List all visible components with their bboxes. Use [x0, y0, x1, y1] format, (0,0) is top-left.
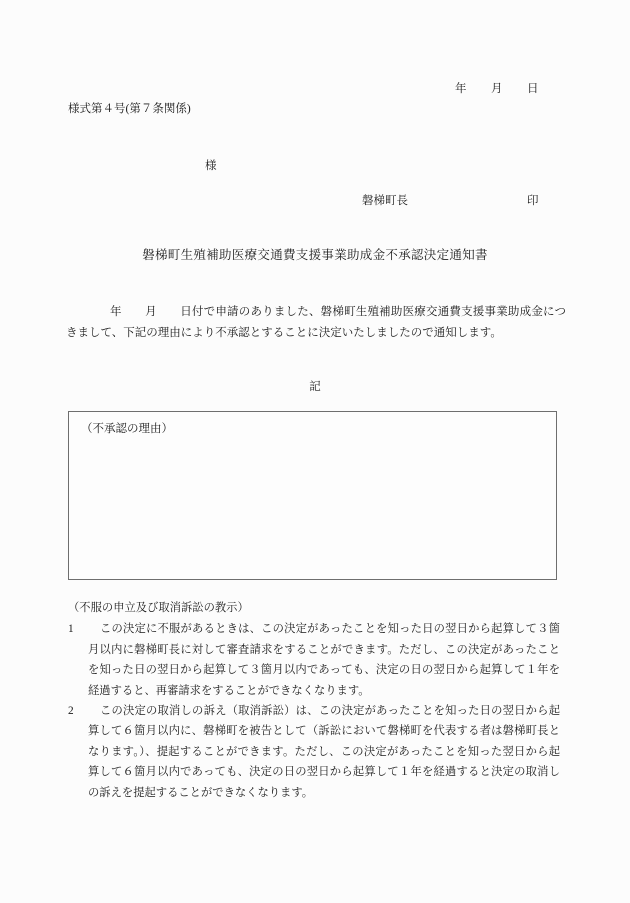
form-number: 様式第４号(第７条関係) [68, 103, 191, 115]
appeal-instructions-section [68, 598, 560, 803]
ki-marker: 記 [309, 381, 321, 393]
reason-input-box[interactable] [68, 411, 557, 580]
reason-box-label: （不承認の理由） [81, 423, 173, 435]
appeal-section-heading: （不服の申立及び取消訴訟の教示） [68, 602, 249, 614]
appeal-item-text: この決定の取消しの訴え（取消訴訟）は、この決定があったことを知った日の翌日から起算して６箇月以内に、磐梯町を被告として（訴訟において磐梯町を代表する者は磐梯町長となります。）、提起することができます。ただし、この決定があったことを知った翌日から起算して６箇月以内であっても、決定の日の翌日から起算して１年を経過すると決定の取消しの訴えを提起することができなくなります。 [88, 705, 560, 799]
appeal-item-number: 2 [68, 705, 74, 718]
date-line: 年 月 日 [455, 83, 539, 95]
appeal-item [68, 619, 560, 701]
appeal-item-number: 1 [68, 623, 74, 636]
issuer-name: 磐梯町長 [362, 195, 408, 207]
appeal-item-text: この決定に不服があるときは、この決定があったことを知った日の翌日から起算して３箇月以内に磐梯町長に対して審査請求をすることができます。ただし、この決定があったことを知った日の翌日から起算して３箇月以内であっても、決定の日の翌日から起算して１年を経過すると、再審請求をすることができなくなります。 [88, 623, 560, 697]
body-paragraph: 年 月 日付で申請のありました、磐梯町生殖補助医療交通費支援事業助成金につきまして、下記の理由により不承認とすることに決定いたしましたので通知します。 [66, 306, 566, 339]
addressee-honorific: 様 [205, 160, 217, 172]
page-title: 磐梯町生殖補助医療交通費支援事業助成金不承認決定通知書 [142, 248, 488, 262]
appeal-item [68, 701, 560, 803]
seal-mark: 印 [527, 195, 539, 207]
